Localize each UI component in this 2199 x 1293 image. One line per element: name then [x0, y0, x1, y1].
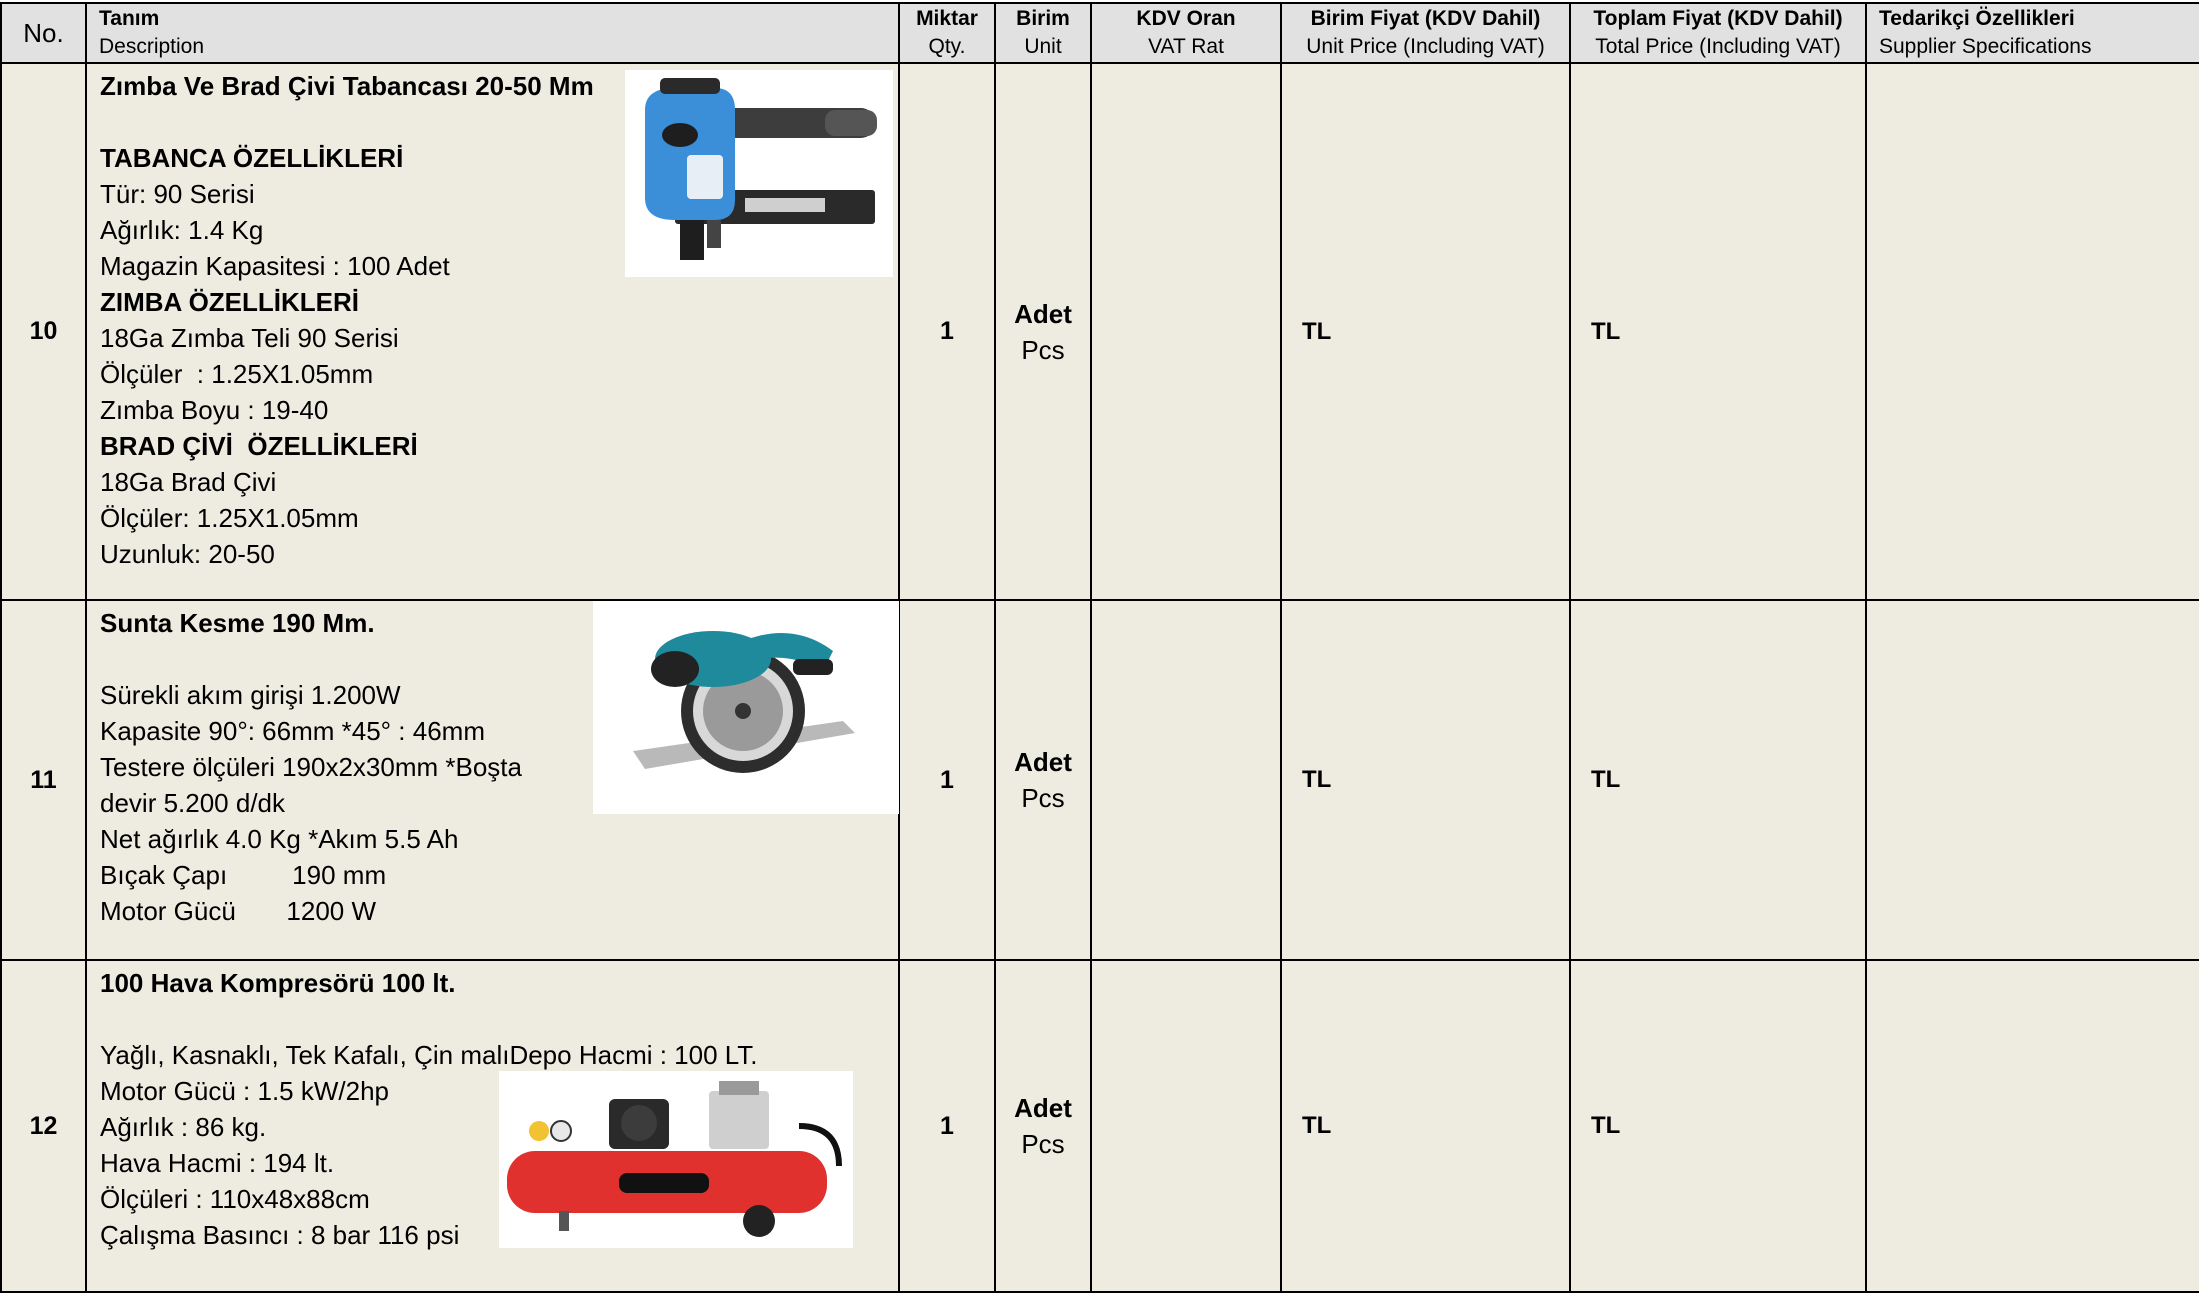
- header-total-price-tr: Toplam Fiyat (KDV Dahil): [1593, 7, 1843, 30]
- description-line: Magazin Kapasitesi : 100 Adet: [100, 251, 450, 281]
- header-vat: [1091, 3, 1281, 63]
- description-line: [100, 1001, 898, 1037]
- header-unit-tr: Birim: [1016, 7, 1070, 30]
- item-title: Zımba Ve Brad Çivi Tabancası 20-50 Mm: [100, 71, 594, 101]
- description-line: 18Ga Brad Çivi: [100, 467, 277, 497]
- description-line: Uzunluk: 20-50: [100, 539, 275, 569]
- header-unit-en: Unit: [1024, 35, 1062, 58]
- description-line: Çalışma Basıncı : 8 bar 116 psi: [100, 1220, 460, 1250]
- row-qty: 1: [899, 600, 995, 960]
- header-total-price-en: Total Price (Including VAT): [1595, 35, 1841, 58]
- row-description: [86, 600, 899, 960]
- table-row: [1, 63, 2199, 600]
- header-unit: [995, 3, 1091, 63]
- row-description: [86, 960, 899, 1292]
- header-qty: [899, 3, 995, 63]
- table-row: [1, 600, 2199, 960]
- header-supplier: [1866, 3, 2199, 63]
- header-vat-en: VAT Rat: [1148, 35, 1224, 58]
- quote-table: [0, 2, 2199, 1293]
- header-total-price: [1570, 3, 1866, 63]
- description-line: Net ağırlık 4.0 Kg *Akım 5.5 Ah: [100, 824, 459, 854]
- description-line: Motor Gücü : 1.5 kW/2hp: [100, 1076, 390, 1106]
- description-line: Yağlı, Kasnaklı, Tek Kafalı, Çin malıDepo Hacmi : 100 LT.: [100, 1040, 758, 1070]
- description-line: devir 5.200 d/dk: [100, 788, 286, 818]
- row-total-price: TL: [1570, 960, 1866, 1292]
- row-number: 11: [1, 600, 86, 960]
- header-qty-en: Qty.: [928, 35, 966, 58]
- row-number: 12: [1, 960, 86, 1292]
- description-line: Hava Hacmi : 194 lt.: [100, 1148, 335, 1178]
- description-line: Ölçüler : 1.25X1.05mm: [100, 359, 374, 389]
- row-supplier: [1866, 600, 2199, 960]
- air-compressor-icon: [499, 1071, 853, 1248]
- header-description: [86, 3, 899, 63]
- row-qty: 1: [899, 63, 995, 600]
- row-unit-tr: Adet: [1014, 1093, 1072, 1123]
- row-unit-en: Pcs: [1021, 783, 1065, 813]
- description-line: Ağırlık : 86 kg.: [100, 1112, 267, 1142]
- row-total-price: TL: [1570, 600, 1866, 960]
- circular-saw-icon: [593, 601, 899, 814]
- row-unit-price: TL: [1281, 63, 1570, 600]
- header-description-tr: Tanım: [99, 7, 160, 30]
- description-line: Motor Gücü 1200 W: [100, 896, 376, 926]
- description-line: Kapasite 90°: 66mm *45° : 46mm: [100, 716, 485, 746]
- row-total-price: TL: [1570, 63, 1866, 600]
- row-vat: [1091, 600, 1281, 960]
- description-line: TABANCA ÖZELLİKLERİ: [100, 143, 404, 173]
- item-title: Sunta Kesme 190 Mm.: [100, 608, 375, 638]
- header-qty-tr: Miktar: [916, 7, 978, 30]
- header-description-en: Description: [99, 35, 205, 58]
- row-unit-price: TL: [1281, 960, 1570, 1292]
- description-line: Zımba Boyu : 19-40: [100, 395, 329, 425]
- row-unit-en: Pcs: [1021, 1129, 1065, 1159]
- description-line: Tür: 90 Serisi: [100, 179, 255, 209]
- header-supplier-tr: Tedarikçi Özellikleri: [1879, 7, 2075, 30]
- header-unit-price-tr: Birim Fiyat (KDV Dahil): [1310, 7, 1541, 30]
- header-vat-tr: KDV Oran: [1136, 7, 1236, 30]
- item-title: 100 Hava Kompresörü 100 lt.: [100, 968, 456, 998]
- row-number: 10: [1, 63, 86, 600]
- table-row: [1, 960, 2199, 1292]
- row-supplier: [1866, 960, 2199, 1292]
- header-unit-price: [1281, 3, 1570, 63]
- description-line: BRAD ÇİVİ ÖZELLİKLERİ: [100, 431, 418, 461]
- header-unit-price-en: Unit Price (Including VAT): [1306, 35, 1545, 58]
- nail-gun-icon: [625, 70, 893, 277]
- row-unit: [995, 960, 1091, 1292]
- description-line: Ölçüler: 1.25X1.05mm: [100, 503, 359, 533]
- header-no: No.: [1, 3, 86, 63]
- description-line: 18Ga Zımba Teli 90 Serisi: [100, 323, 399, 353]
- description-line: Ağırlık: 1.4 Kg: [100, 215, 264, 245]
- row-supplier: [1866, 63, 2199, 600]
- description-line: ZIMBA ÖZELLİKLERİ: [100, 287, 360, 317]
- row-unit: [995, 600, 1091, 960]
- row-description: [86, 63, 899, 600]
- row-unit-tr: Adet: [1014, 298, 1072, 329]
- row-qty: 1: [899, 960, 995, 1292]
- row-vat: [1091, 960, 1281, 1292]
- row-vat: [1091, 63, 1281, 600]
- row-unit: [995, 63, 1091, 600]
- description-line: Sürekli akım girişi 1.200W: [100, 680, 401, 710]
- row-unit-en: Pcs: [1021, 334, 1065, 365]
- description-line: Bıçak Çapı 190 mm: [100, 860, 387, 890]
- header-row: [1, 3, 2199, 63]
- row-unit-price: TL: [1281, 600, 1570, 960]
- row-unit-tr: Adet: [1014, 747, 1072, 777]
- description-line: Testere ölçüleri 190x2x30mm *Boşta: [100, 752, 522, 782]
- description-line: Ölçüleri : 110x48x88cm: [100, 1184, 370, 1214]
- header-supplier-en: Supplier Specifications: [1879, 35, 2092, 58]
